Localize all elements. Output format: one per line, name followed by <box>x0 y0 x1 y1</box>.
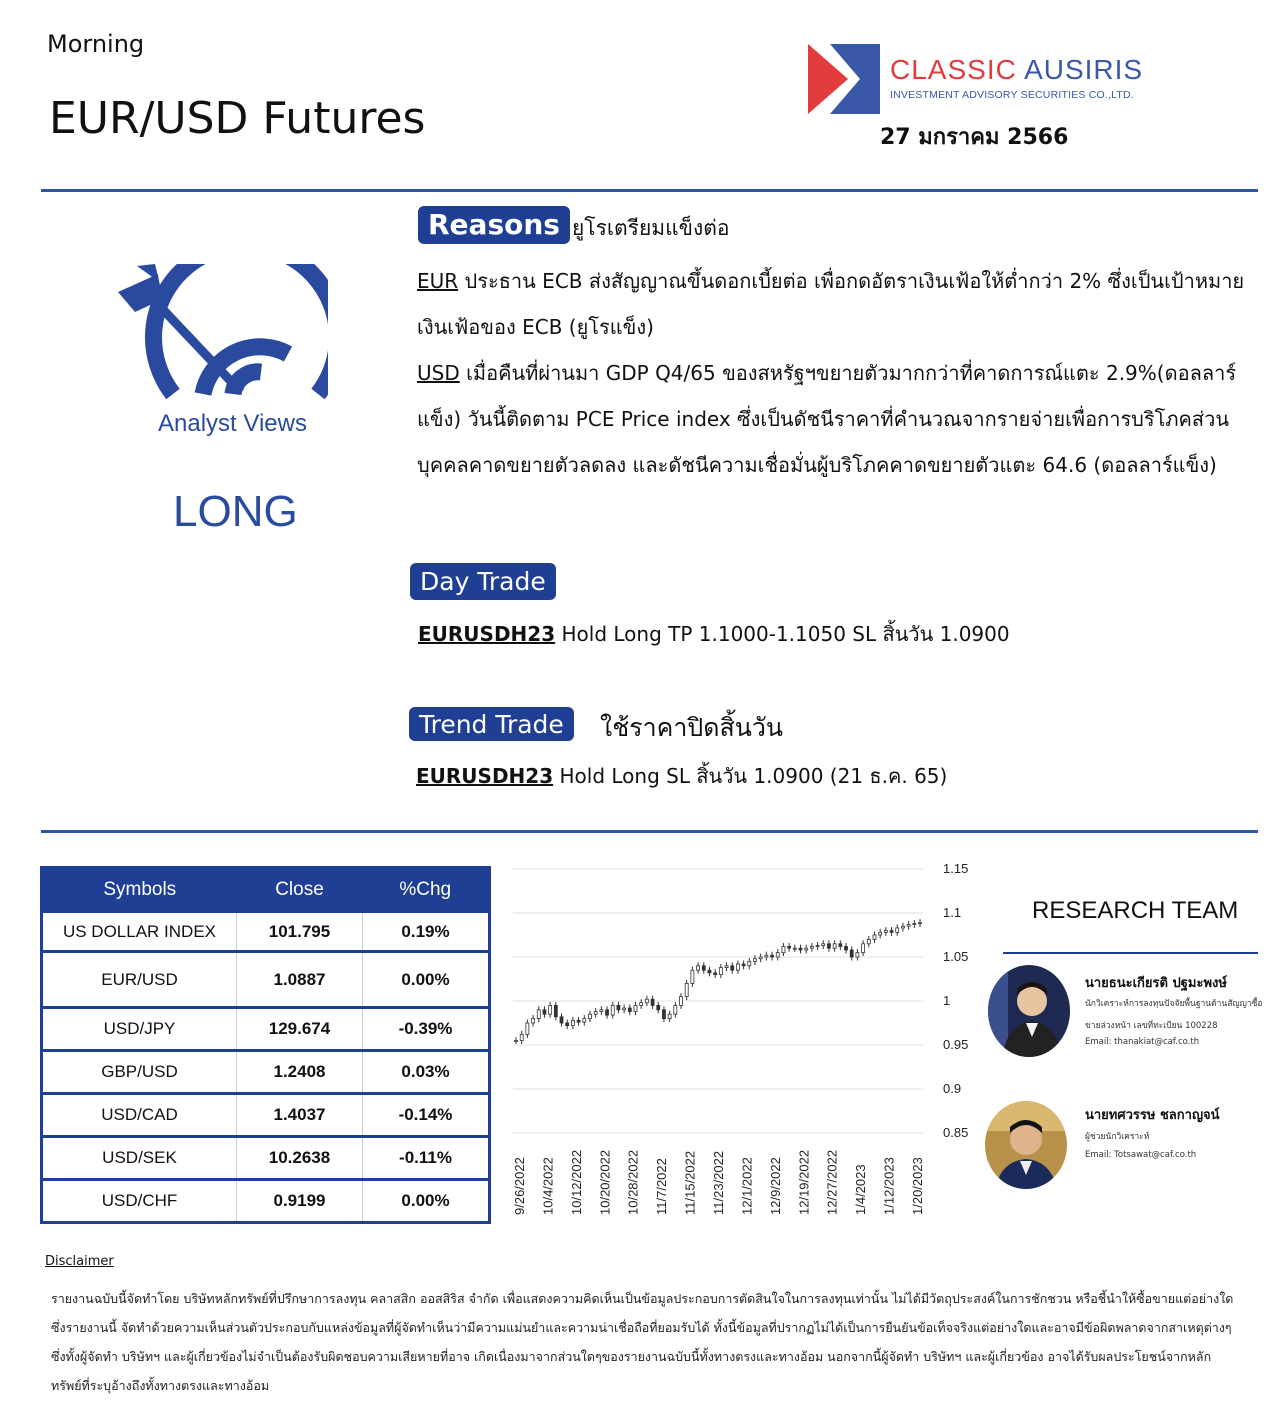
candle-body <box>879 932 882 935</box>
close-cell: 0.9199 <box>237 1180 363 1223</box>
analyst-2-name: นายทศวรรษ ชลกาญจน์ <box>1085 1108 1220 1123</box>
candle-body <box>731 966 734 970</box>
candle-body <box>765 955 768 957</box>
close-cell: 101.795 <box>237 912 363 952</box>
usd-tag: USD <box>417 361 460 385</box>
chg-cell: 0.19% <box>363 912 490 952</box>
day-trade-line <box>418 618 1010 650</box>
reasons-subtitle: ยูโรเตรียมแข็งต่อ <box>572 216 730 240</box>
company-name: CLASSIC AUSIRIS <box>890 54 1144 85</box>
trend-trade-badge: Trend Trade <box>409 707 574 741</box>
analyst-1-license: ขายล่วงหน้า เลขที่ทะเบียน 100228 <box>1085 1021 1218 1031</box>
candle-body <box>839 944 842 947</box>
candle-body <box>714 973 717 975</box>
candle-body <box>805 948 808 950</box>
chg-cell: 0.00% <box>363 1180 490 1223</box>
candle-body <box>799 948 802 950</box>
x-tick-label: 10/28/2022 <box>625 1149 641 1215</box>
candle-body <box>742 964 745 966</box>
candle-body <box>606 1010 609 1015</box>
analyst-1-title: นักวิเคราะห์การลงทุนปัจจัยพื้นฐานด้านสัญญาซื้อ <box>1085 999 1263 1009</box>
candle-body <box>600 1010 603 1012</box>
candle-body <box>827 944 830 948</box>
disclaimer-text: รายงานฉบับนี้จัดทำโดย บริษัทหลักทรัพย์ที่ปรึกษาการลงทุน คลาสสิก ออสสิริส จำกัด เพื่อแสดงความคิดเห็นเป็นข้อมูลประกอบการตัดสินใจในการลงทุนเท่านั้น ไม่ได้มีวัตถุประสงค์ในการชักชวน หรือชี้นำให้ซื้อขายแต่อย่างใด ซึ่งรายงานนี้ จัดทำด้วยความเห็นส่วนตัวประกอบกับแหล่งข้อมูลที่ผู้จัดทำเห็นว่ามีความแม่นยำและความน่าเชื่อถือที่ยอมรับได้ ทั้งนี้ข้อมูลที่ปรากฏไม่ได้เป็นการยืนยันข้อเท็จจริงแต่อย่างใดและอาจมีข้อผิดพลาดจากสาเหตุต่างๆ ซึ่งทั้งผู้จัดทำ บริษัทฯ และผู้เกี่ยวข้องไม่จำเป็นต้องรับผิดชอบความเสียหายที่อาจ เกิดเนื่องมาจากส่วนใดๆของรายงานฉบับนี้ทั้งทางตรงและทางอ้อม นอกจากนี้ผู้จัดทำ บริษัทฯ และผู้เกี่ยวข้อง อาจได้รับผลประโยชน์จากหลักทรัพย์ที่ระบุอ้างถึงทั้งทางตรงและทางอ้อม <box>51 1291 1234 1393</box>
analyst-avatar-2 <box>985 1101 1067 1189</box>
candle-body <box>782 946 785 952</box>
candle-body <box>685 983 688 996</box>
candle-body <box>623 1008 626 1010</box>
y-tick-label: 1 <box>943 993 951 1008</box>
candle-body <box>543 1010 546 1014</box>
candle-body <box>896 928 899 932</box>
analyst-2-email: Email: Totsawat@caf.co.th <box>1085 1150 1197 1160</box>
candle-body <box>594 1012 597 1015</box>
section-divider <box>41 830 1258 833</box>
analyst-avatar-1 <box>988 965 1070 1057</box>
candle-body <box>571 1020 574 1025</box>
y-tick-label: 0.85 <box>943 1125 969 1140</box>
analyst-view-value: LONG <box>173 487 298 536</box>
candle-body <box>668 1014 671 1018</box>
x-tick-label: 10/20/2022 <box>597 1149 613 1215</box>
candle-body <box>674 1005 677 1014</box>
candle-body <box>913 924 916 925</box>
usd-text: เมื่อคืนที่ผ่านมา GDP Q4/65 ของสหรัฐฯขยายตัวมากกว่าที่คาดการณ์แตะ 2.9%(ดอลลาร์แข็ง) วันนี้ติดตาม PCE Price index ซึ่งเป็นดัชนีราคาที่คำนวณจากรายจ่ายเพื่อการบริโภคส่วนบุคคลคาดขยายตัวลดลง และดัชนีความเชื่อมั่นผู้บริโภคคาดขยายตัวแตะ 64.6 (ดอลลาร์แข็ง) <box>417 361 1237 477</box>
market-table <box>40 866 491 1224</box>
candle-body <box>680 997 683 1006</box>
candle-body <box>532 1019 535 1023</box>
candle-body <box>611 1005 614 1015</box>
candle-body <box>856 953 859 957</box>
chg-cell: 0.00% <box>363 952 490 1008</box>
candle-body <box>662 1010 665 1019</box>
candle-body <box>588 1014 591 1018</box>
candle-body <box>651 999 654 1005</box>
x-tick-label: 1/4/2023 <box>853 1164 869 1215</box>
candle-body <box>748 961 751 965</box>
table-row <box>42 1180 490 1223</box>
candle-body <box>771 955 774 957</box>
chg-cell: -0.11% <box>363 1137 490 1180</box>
symbol-cell: USD/CAD <box>42 1094 237 1137</box>
analyst-2-title: ผู้ช่วยนักวิเคราะห์ <box>1085 1132 1150 1142</box>
analyst-1-email: Email: thanakiat@caf.co.th <box>1085 1037 1200 1047</box>
symbol-cell: USD/SEK <box>42 1137 237 1180</box>
day-trade-text: Hold Long TP 1.1000-1.1050 SL สิ้นวัน 1.0900 <box>555 622 1010 646</box>
candle-body <box>628 1008 631 1012</box>
candle-body <box>793 948 796 949</box>
x-tick-label: 12/19/2022 <box>796 1149 812 1215</box>
symbol-cell: USD/CHF <box>42 1180 237 1223</box>
close-cell: 1.0887 <box>237 952 363 1008</box>
eur-tag: EUR <box>417 269 459 293</box>
candle-body <box>691 970 694 983</box>
research-team-divider <box>1003 952 1258 954</box>
company-subtitle: INVESTMENT ADVISORY SECURITIES CO.,LTD. <box>890 89 1134 101</box>
eurusd-price-chart <box>505 855 985 1225</box>
y-tick-label: 1.15 <box>943 861 969 876</box>
trend-trade-subtitle: ใช้ราคาปิดสิ้นวัน <box>600 713 783 742</box>
trend-trade-text: Hold Long SL สิ้นวัน 1.0900 (21 ธ.ค. 65) <box>553 764 948 788</box>
close-cell: 1.2408 <box>237 1051 363 1094</box>
candle-body <box>640 1003 643 1006</box>
y-tick-label: 0.95 <box>943 1037 969 1052</box>
x-tick-label: 10/4/2022 <box>540 1157 556 1215</box>
candle-body <box>890 931 893 933</box>
candle-body <box>873 935 876 939</box>
y-tick-label: 0.9 <box>943 1081 962 1096</box>
candle-body <box>776 953 779 957</box>
candle-body <box>549 1005 552 1014</box>
col-close: Close <box>237 868 363 912</box>
x-tick-label: 10/12/2022 <box>568 1149 584 1215</box>
reasons-body <box>417 258 1257 488</box>
reasons-badge: Reasons <box>418 206 570 244</box>
table-header-row <box>42 868 490 912</box>
x-tick-label: 11/23/2022 <box>711 1150 726 1215</box>
trend-trade-line <box>416 760 947 792</box>
candle-body <box>867 939 870 943</box>
candle-body <box>583 1019 586 1023</box>
candle-body <box>526 1023 529 1034</box>
y-tick-label: 1.1 <box>943 905 962 920</box>
candle-body <box>907 924 910 926</box>
candle-body <box>753 959 756 962</box>
x-tick-label: 9/26/2022 <box>512 1157 527 1215</box>
report-date: 27 มกราคม 2566 <box>880 125 1069 150</box>
y-tick-label: 1.05 <box>943 949 969 964</box>
day-trade-badge: Day Trade <box>410 563 556 600</box>
candle-body <box>634 1005 637 1011</box>
chg-cell: -0.39% <box>363 1008 490 1051</box>
symbol-cell: GBP/USD <box>42 1051 237 1094</box>
candle-body <box>520 1034 523 1040</box>
x-tick-label: 12/1/2022 <box>739 1157 755 1215</box>
x-tick-label: 11/7/2022 <box>654 1158 670 1215</box>
candle-body <box>702 966 705 970</box>
candle-body <box>537 1010 540 1019</box>
header-divider <box>41 189 1258 192</box>
candle-body <box>862 944 865 953</box>
candle-body <box>657 1005 660 1009</box>
candle-body <box>566 1023 569 1026</box>
usd-paragraph <box>417 350 1257 488</box>
x-tick-label: 1/20/2023 <box>910 1157 925 1215</box>
symbol-cell: USD/JPY <box>42 1008 237 1051</box>
chg-cell: 0.03% <box>363 1051 490 1094</box>
candle-body <box>833 944 836 948</box>
close-cell: 1.4037 <box>237 1094 363 1137</box>
candle-body <box>560 1017 563 1023</box>
candle-body <box>919 923 922 924</box>
close-cell: 129.674 <box>237 1008 363 1051</box>
candle-body <box>845 946 848 950</box>
candle-body <box>708 970 711 973</box>
eur-paragraph <box>417 258 1257 350</box>
candle-body <box>901 926 904 928</box>
candle-body <box>554 1005 557 1016</box>
x-tick-label: 12/9/2022 <box>767 1157 783 1215</box>
candle-body <box>816 946 819 947</box>
session-label: Morning <box>47 30 145 58</box>
table-row <box>42 952 490 1008</box>
col-chg: %Chg <box>363 868 490 912</box>
candle-body <box>736 964 739 970</box>
candle-body <box>788 946 791 948</box>
x-tick-label: 12/27/2022 <box>824 1149 840 1215</box>
close-cell: 10.2638 <box>237 1137 363 1180</box>
research-team-title: RESEARCH TEAM <box>1032 897 1239 924</box>
analyst-1-name: นายธนะเกียรติ ปฐมะพงษ์ <box>1085 976 1227 991</box>
x-tick-label: 1/12/2023 <box>881 1157 897 1215</box>
table-row <box>42 1051 490 1094</box>
candle-body <box>725 966 728 968</box>
candle-body <box>850 950 853 957</box>
target-arrow-icon <box>113 264 328 404</box>
symbol-cell: US DOLLAR INDEX <box>42 912 237 952</box>
analyst-views-label: Analyst Views <box>158 410 307 437</box>
candle-body <box>810 946 813 948</box>
candle-body <box>719 968 722 975</box>
table-row <box>42 1008 490 1051</box>
x-tick-label: 11/15/2022 <box>682 1150 698 1215</box>
day-trade-symbol: EURUSDH23 <box>418 622 556 646</box>
page-title: EUR/USD Futures <box>49 93 426 144</box>
disclaimer-title: Disclaimer <box>45 1254 114 1269</box>
symbol-cell: EUR/USD <box>42 952 237 1008</box>
company-logo-mark <box>808 44 880 114</box>
trend-trade-symbol: EURUSDH23 <box>416 764 554 788</box>
candle-body <box>645 999 648 1003</box>
table-row <box>42 1094 490 1137</box>
candle-body <box>884 931 887 933</box>
eur-text: ประธาน ECB ส่งสัญญาณขึ้นดอกเบี้ยต่อ เพื่อกดอัตราเงินเฟ้อให้ต่ำกว่า 2% ซึ่งเป็นเป้าหมายเงินเฟ้อของ ECB (ยูโรแข็ง) <box>417 269 1245 339</box>
candle-body <box>577 1020 580 1022</box>
candle-body <box>759 957 762 959</box>
candle-body <box>822 944 825 946</box>
candle-body <box>697 966 700 970</box>
table-row <box>42 912 490 952</box>
chg-cell: -0.14% <box>363 1094 490 1137</box>
candle-body <box>617 1005 620 1009</box>
col-symbols: Symbols <box>42 868 237 912</box>
table-row <box>42 1137 490 1180</box>
candle-body <box>515 1041 518 1042</box>
